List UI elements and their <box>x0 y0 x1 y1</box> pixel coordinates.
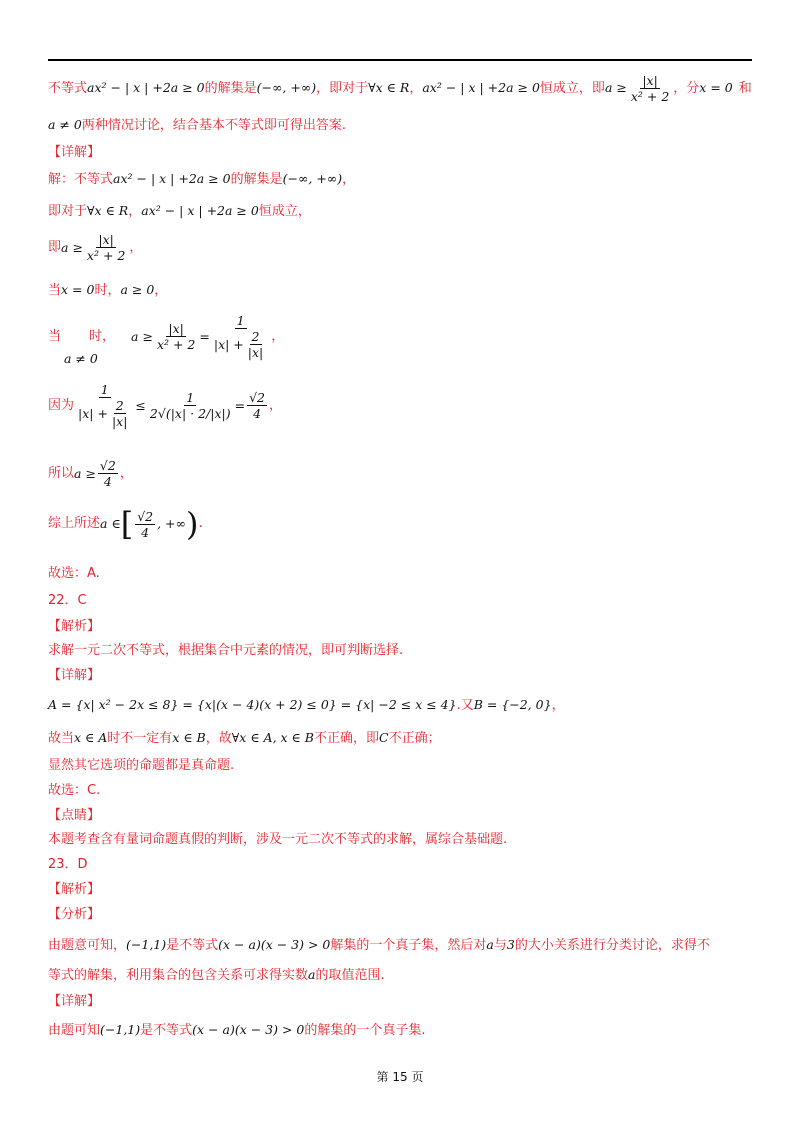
numerator: |x| <box>642 73 658 88</box>
question-number-22: 22．C <box>48 593 87 608</box>
comment-text: 本题考查含有量词命题真假的判断，涉及一元二次不等式的求解，属综合基础题. <box>48 832 508 847</box>
text: ， <box>271 328 285 344</box>
text: 与 <box>493 938 507 953</box>
math-le: ≤ <box>135 397 146 413</box>
header-rule <box>48 59 752 61</box>
text: 的大小关系进行分类讨论，求得不 <box>514 938 710 953</box>
text: 两种情况讨论，结合基本不等式即可得出答案. <box>81 118 346 133</box>
nested-fraction <box>246 329 265 360</box>
numerator: √2 <box>249 390 266 405</box>
detail-set-line <box>48 696 565 715</box>
numerator: √2 <box>137 508 154 524</box>
math-number: 3 <box>506 937 515 952</box>
denominator: x² + 2 <box>86 248 126 263</box>
denominator: |x| <box>247 345 264 360</box>
fraction <box>155 321 197 352</box>
math-var: a <box>308 967 316 982</box>
nested-fraction <box>110 398 129 429</box>
text: 是不等式 <box>140 1023 193 1038</box>
text: ， <box>551 698 565 713</box>
text: ， <box>342 172 356 187</box>
math-expr: a ≥ <box>61 239 83 255</box>
text: 当 <box>48 283 62 298</box>
detail-line-2 <box>48 202 311 221</box>
section-heading-detail: 【详解】 <box>48 145 101 160</box>
text: . <box>198 516 203 531</box>
answer-line: 故选：C. <box>48 783 101 798</box>
page-number: 第 15 页 <box>376 1070 424 1084</box>
text: 所以 <box>48 465 75 481</box>
section-heading-detail: 【详解】 <box>48 994 101 1009</box>
text: ， <box>154 283 168 298</box>
denominator <box>212 329 269 360</box>
text: 综上所述 <box>48 516 101 531</box>
math-expr: a ≥ <box>604 80 627 95</box>
math-expr: C <box>378 730 389 745</box>
math-equals: = <box>199 328 210 344</box>
text: 当 <box>48 328 62 344</box>
numerator: 2 <box>251 329 260 344</box>
text: 的解集的一个真子集. <box>304 1023 426 1038</box>
denominator: 2√(|x| · 2/|x|) <box>149 406 231 421</box>
math-forall: ∀x ∈ R <box>368 80 410 95</box>
text: 由题可知 <box>48 1023 101 1038</box>
section-heading-reasoning: 【分析】 <box>48 907 101 922</box>
math-equals: = <box>234 397 246 413</box>
text: 时， <box>94 283 121 298</box>
text: 恒成立，即 <box>539 81 605 96</box>
math-inequality: (x − a)(x − 3) > 0 <box>218 937 331 952</box>
denominator: 4 <box>141 524 150 540</box>
text: 的取值范围. <box>315 968 385 983</box>
text: 时不一定有 <box>107 731 173 746</box>
numerator: |x| <box>98 232 114 247</box>
detail-line-8 <box>48 505 203 543</box>
question-number-23: 23．D <box>48 857 88 872</box>
section-heading-analysis: 【解析】 <box>48 882 101 897</box>
text: 不等式 <box>48 81 88 96</box>
text: 不正确，即 <box>313 731 379 746</box>
detail-line-4 <box>48 281 167 300</box>
numerator: 1 <box>186 390 195 405</box>
denominator: 4 <box>103 474 112 489</box>
math-inequality: ax² − | x | +2a ≥ 0 <box>422 80 540 95</box>
math-expr: a ≠ 0 <box>48 117 82 132</box>
fraction <box>148 390 233 421</box>
math-set-expr: A = {x| x² − 2x ≤ 8} = {x|(x − 4)(x + 2) ≤ 0} = {x| −2 ≤ x ≤ 4} <box>48 697 457 712</box>
math-inequality: ax² − | x | +2a ≥ 0 <box>113 171 231 186</box>
denominator-part: |x| + <box>78 406 108 421</box>
math-expr: a ≥ 0 <box>120 282 155 297</box>
detail-line-1 <box>48 170 355 189</box>
text: 解：不等式 <box>48 172 114 187</box>
denominator-part: |x| + <box>213 337 244 352</box>
numerator: 2 <box>115 398 124 413</box>
math-inequality: ax² − | x | +2a ≥ 0 <box>87 80 205 95</box>
text: 的解集是 <box>230 172 283 187</box>
text: 解集的一个真子集，然后对 <box>330 938 487 953</box>
denominator <box>76 398 133 429</box>
reasoning-line-2 <box>48 966 385 985</box>
detail-line <box>48 1021 426 1040</box>
text: ， <box>269 397 283 413</box>
math-forall: ∀x ∈ R <box>87 203 129 218</box>
math-expr: x = 0 <box>699 80 733 95</box>
text: 等式的解集，利用集合的包含关系可求得实数 <box>48 968 309 983</box>
math-expr: x ∈ B <box>172 730 206 745</box>
fraction <box>135 509 155 540</box>
section-heading-comment: 【点睛】 <box>48 808 101 823</box>
analysis-line-1 <box>48 73 752 104</box>
fraction <box>247 390 267 421</box>
math-expr: a ≥ <box>74 465 96 481</box>
text: 的解集是 <box>204 81 257 96</box>
math-interval: (−1,1) <box>126 937 167 952</box>
text: ， <box>119 465 133 481</box>
answer-line: 故选：A. <box>48 566 100 581</box>
math-interval: (−∞, +∞) <box>282 171 343 186</box>
detail-line <box>48 729 441 748</box>
condition-subscript: a ≠ 0 <box>64 351 98 366</box>
fraction <box>85 232 127 263</box>
math-set-expr: B = {−2, 0} <box>473 697 552 712</box>
denominator: x² + 2 <box>156 337 196 352</box>
analysis-text: 求解一元二次不等式，根据集合中元素的情况，即可判断选择. <box>48 643 404 658</box>
math-inequality: (x − a)(x − 3) > 0 <box>192 1022 305 1037</box>
text: 不正确； <box>388 731 441 746</box>
section-heading-detail: 【详解】 <box>48 668 101 683</box>
text: 由题意可知， <box>48 938 127 953</box>
numerator: 1 <box>236 313 245 328</box>
numerator: √2 <box>99 458 116 473</box>
detail-text: 显然其它选项的命题都是真命题. <box>48 758 235 773</box>
math-interval: (−∞, +∞) <box>256 80 317 95</box>
math-interval: (−1,1) <box>100 1022 141 1037</box>
denominator: 4 <box>253 406 262 421</box>
math-expr: a ≥ <box>131 328 153 344</box>
text: .又 <box>456 698 474 713</box>
math-expr: a ∈ <box>100 516 121 531</box>
right-paren: ) <box>185 505 199 543</box>
text: 时， <box>89 328 116 344</box>
numerator: |x| <box>168 321 184 336</box>
numerator: 1 <box>100 382 109 397</box>
left-bracket: [ <box>120 505 134 543</box>
detail-line-6 <box>48 382 282 429</box>
denominator: |x| <box>111 414 128 429</box>
text: 即对于 <box>48 204 88 219</box>
reasoning-line-1 <box>48 936 710 955</box>
math-expr: x = 0 <box>61 282 95 297</box>
section-heading-analysis: 【解析】 <box>48 619 101 634</box>
text: ， <box>128 204 142 219</box>
math-expr: , +∞ <box>157 516 186 531</box>
text: ， <box>409 81 423 96</box>
fraction <box>98 458 118 489</box>
math-var: a <box>486 937 494 952</box>
denominator: x² + 2 <box>630 89 670 104</box>
text: 故当 <box>48 731 75 746</box>
text: 即 <box>48 239 62 255</box>
math-inequality: ax² − | x | +2a ≥ 0 <box>141 203 259 218</box>
math-expr: x ∈ A <box>74 730 108 745</box>
fraction <box>212 313 269 360</box>
detail-line-3 <box>48 232 142 263</box>
analysis-line-2 <box>48 116 346 135</box>
text: 和 <box>738 81 752 96</box>
detail-line-7 <box>48 458 133 489</box>
fraction <box>76 382 133 429</box>
text: 恒成立， <box>258 204 311 219</box>
text: 因为 <box>48 397 75 413</box>
text: ，分 <box>673 81 700 96</box>
fraction <box>629 73 671 104</box>
text: ， <box>129 239 143 255</box>
text: ，故 <box>205 731 232 746</box>
math-expr: ∀x ∈ A, x ∈ B <box>231 730 314 745</box>
text: 是不等式 <box>166 938 219 953</box>
text: ，即对于 <box>316 81 369 96</box>
